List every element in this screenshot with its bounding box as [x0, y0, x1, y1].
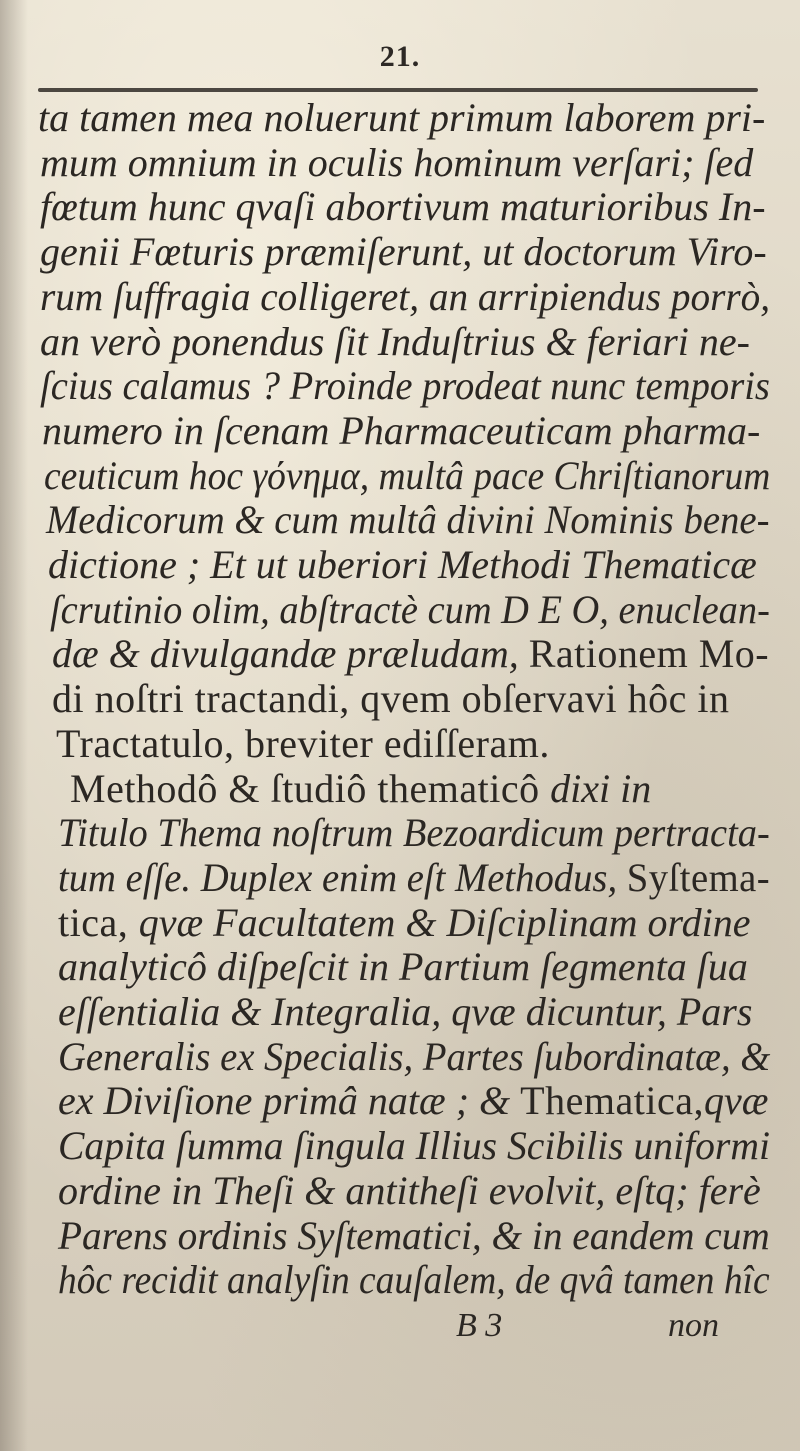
text-line: [40, 139, 754, 185]
text-line: [58, 1033, 771, 1079]
page-number: 21.: [379, 40, 421, 73]
text-line: [46, 497, 770, 543]
text-line: [40, 184, 766, 230]
text-line: [38, 95, 766, 140]
text-run: Titulo Thema noſtrum Bezoardicum pertracta-: [58, 810, 770, 856]
text-line: [58, 1257, 770, 1303]
text-run: tica,: [58, 899, 139, 945]
text-run: Capita ſumma ſingula Illius Scibilis uniformi: [58, 1123, 770, 1169]
text-line: [52, 631, 770, 677]
text-line: [48, 542, 757, 587]
text-run: Parens ordinis Syſtematici, & in eandem cum: [58, 1212, 770, 1258]
text-run: qvæ Facultatem & Diſciplinam ordine: [138, 899, 751, 945]
text-line: [42, 407, 761, 453]
text-line: [58, 1123, 770, 1169]
text-run: ceuticum hoc γόνημα, multâ pace Chriſtianorum: [44, 452, 771, 498]
text-line: [58, 1167, 761, 1213]
text-run: Rationem Mo-: [528, 631, 770, 677]
text-run: Generalis ex Specialis, Partes ſubordinatæ, &: [58, 1033, 771, 1079]
text-run: dæ & divulgandæ præludam,: [52, 631, 529, 677]
text-line: [70, 765, 652, 811]
text-line: [58, 899, 751, 945]
text-line: [50, 586, 770, 632]
text-run: Syſtema-: [626, 854, 771, 900]
text-line: [44, 452, 771, 498]
text-line: [58, 810, 770, 856]
text-run: ſcrutinio olim, abſtractè cum D E O, enuclean-: [50, 586, 770, 632]
text-run: ex Diviſione primâ natæ ; &: [58, 1078, 521, 1124]
text-run: ſcius calamus ? Proinde prodeat nunc temporis: [40, 363, 770, 409]
text-run: rum ſuffragia colligeret, an arripiendus porrò,: [40, 273, 771, 319]
text-line: [40, 229, 767, 275]
text-line: [56, 720, 550, 766]
text-run: fœtum hunc qvaſi abortivum maturioribus In-: [40, 184, 766, 230]
text-run: ta tamen mea noluerunt primum laborem pri-: [38, 95, 766, 140]
text-line: [58, 944, 748, 990]
text-line: [58, 989, 753, 1034]
catchword: non: [668, 1307, 719, 1344]
text-run: Medicorum & cum multâ divini Nominis bene-: [46, 497, 770, 543]
text-run: numero in ſcenam Pharmaceuticam pharma-: [42, 407, 761, 453]
text-line: [40, 318, 750, 364]
text-line: [58, 854, 771, 900]
text-run: Thematica,: [520, 1078, 704, 1124]
text-run: dictione ; Et ut uberiori Methodi Thematicæ: [48, 542, 757, 587]
text-run: hôc recidit analyſin cauſalem, de qvâ tamen hîc: [58, 1257, 770, 1303]
text-line: [52, 676, 730, 722]
header-rule: [38, 88, 758, 92]
text-line: [58, 1078, 769, 1124]
text-line: [58, 1212, 770, 1258]
text-run: an verò ponendus ſit Induſtrius & feriari ne-: [40, 318, 750, 364]
text-line: [40, 273, 771, 319]
text-run: qvæ: [703, 1078, 769, 1124]
text-run: Methodô & ſtudiô thematicô: [70, 765, 551, 811]
signature-mark: B 3: [456, 1307, 503, 1344]
text-run: genii Fœturis præmiſerunt, ut doctorum Viro-: [40, 229, 767, 275]
text-run: tum eſſe. Duplex enim eſt Methodus,: [58, 854, 627, 900]
text-line: [40, 363, 770, 409]
text-run: dixi in: [550, 765, 652, 811]
text-run: ordine in Theſi & antitheſi evolvit, eſtq; ferè: [58, 1167, 761, 1213]
text-run: eſſentialia & Integralia, qvæ dicuntur, Pars: [58, 989, 753, 1034]
text-run: Tractatulo, breviter ediſſeram.: [56, 720, 550, 766]
text-run: di noſtri tractandi, qvem obſervavi hôc in: [52, 676, 730, 722]
text-run: mum omnium in oculis hominum verſari; ſed: [40, 139, 754, 185]
text-run: analyticô diſpeſcit in Partium ſegmenta ſua: [58, 944, 748, 990]
